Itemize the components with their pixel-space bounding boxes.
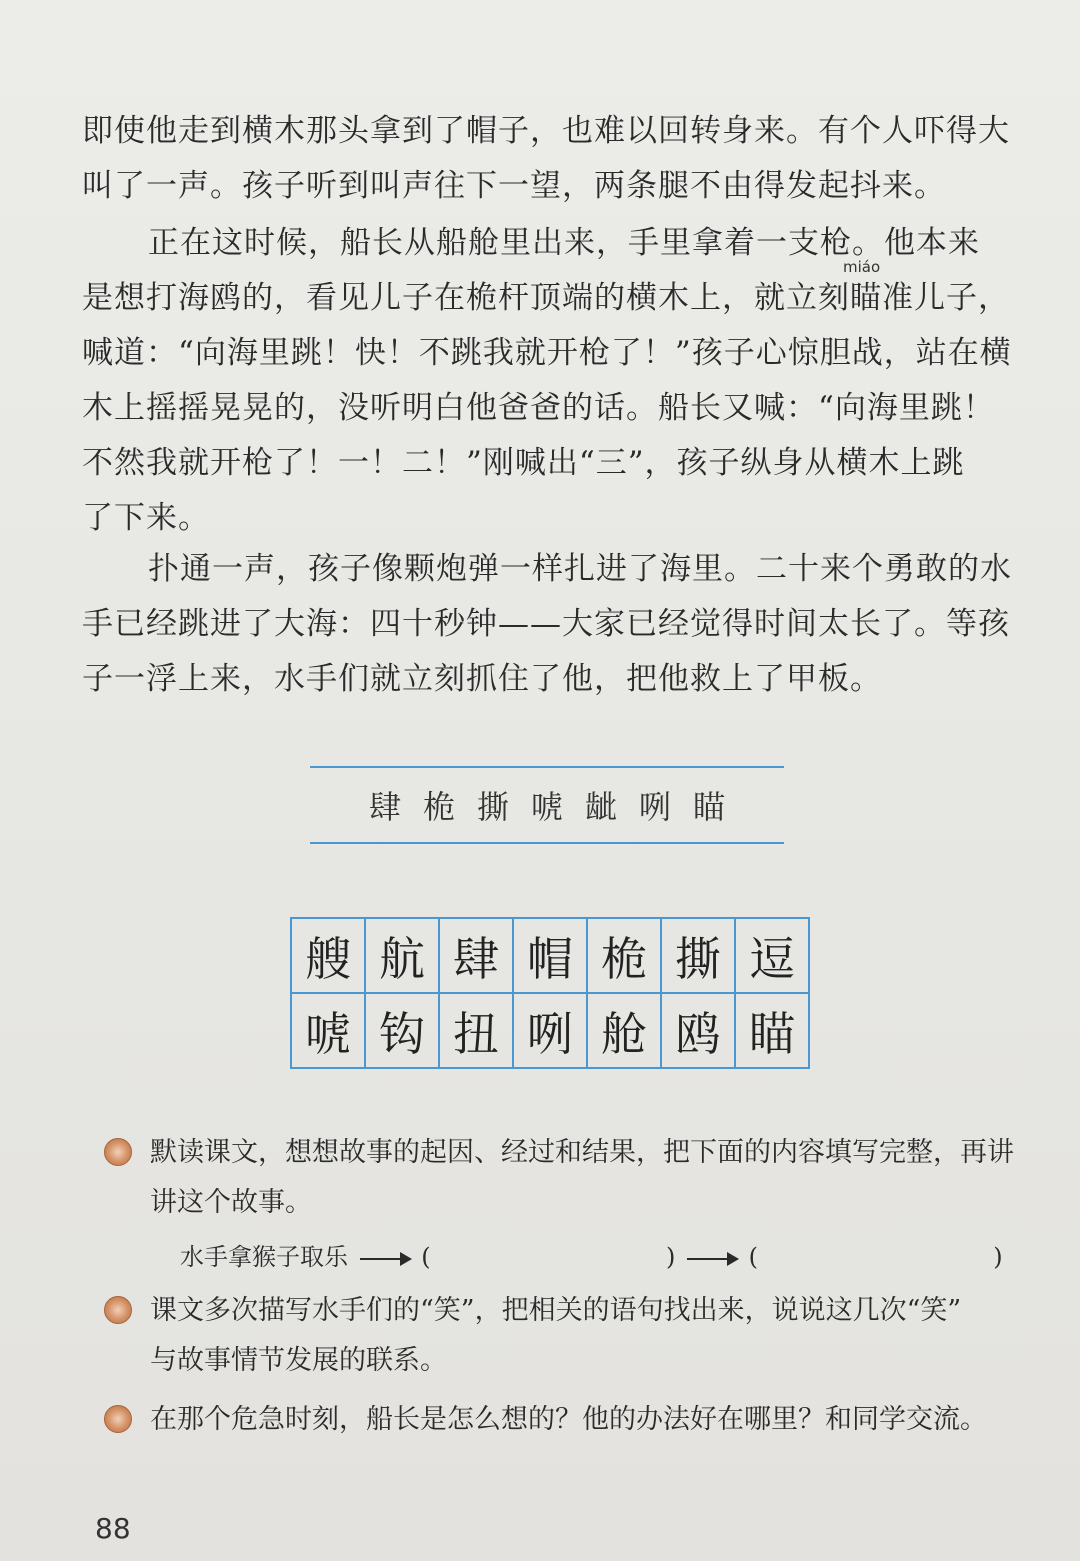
grid-cell: 帽 <box>513 918 587 993</box>
grid-cell: 逗 <box>735 918 809 993</box>
story-flow-fill <box>180 1237 1003 1272</box>
pinyin-annotation: miáo <box>843 258 881 276</box>
grid-cell: 桅 <box>587 918 661 993</box>
text-line: 扑通一声，孩子像颗炮弹一样扎进了海里。二十来个勇敢的水 <box>148 551 1012 587</box>
text-line: 叫了一声。孩子听到叫声往下一望，两条腿不由得发起抖来。 <box>82 168 946 204</box>
question-bullet-icon <box>104 1138 132 1166</box>
recognize-char: 瞄 <box>693 788 726 826</box>
grid-row <box>291 993 809 1068</box>
blank-open: ( <box>748 1243 758 1271</box>
text-line: 喊道：“向海里跳！快！不跳我就开枪了！”孩子心惊胆战，站在横 <box>82 335 1012 371</box>
recognize-char: 撕 <box>476 788 509 826</box>
question-bullet-icon <box>104 1405 132 1433</box>
question-line: 讲这个故事。 <box>150 1187 312 1218</box>
question-2 <box>104 1286 1034 1386</box>
recognize-char: 桅 <box>422 788 455 826</box>
text-line: 是想打海鸥的，看见儿子在桅杆顶端的横木上，就立刻瞄准儿子， <box>82 280 1010 316</box>
grid-cell: 钩 <box>365 993 439 1068</box>
question-text <box>150 1286 1034 1386</box>
grid-cell: 唬 <box>291 993 365 1068</box>
grid-cell: 瞄 <box>735 993 809 1068</box>
text-line: 不然我就开枪了！一！二！”刚喊出“三”，孩子纵身从横木上跳 <box>82 445 965 481</box>
grid-cell: 咧 <box>513 993 587 1068</box>
writing-character-grid <box>290 917 810 1069</box>
grid-cell: 肆 <box>439 918 513 993</box>
text-line: 手已经跳进了大海：四十秒钟——大家已经觉得时间太长了。等孩 <box>82 606 1010 642</box>
grid-cell: 扭 <box>439 993 513 1068</box>
text-line: 子一浮上来，水手们就立刻抓住了他，把他救上了甲板。 <box>82 661 882 697</box>
question-line: 默读课文，想想故事的起因、经过和结果，把下面的内容填写完整，再讲 <box>150 1137 1014 1168</box>
grid-row <box>291 918 809 993</box>
grid-cell: 航 <box>365 918 439 993</box>
blank-close: ) <box>665 1243 676 1271</box>
paragraph-1 <box>82 104 1010 214</box>
question-bullet-icon <box>104 1296 132 1324</box>
recognize-char: 龇 <box>585 788 618 826</box>
paragraph-3 <box>82 542 1012 707</box>
arrow-right-icon <box>687 1258 737 1260</box>
question-1 <box>104 1128 1034 1228</box>
question-line: 在那个危急时刻，船长是怎么想的？他的办法好在哪里？和同学交流。 <box>150 1404 987 1435</box>
question-3 <box>104 1395 1034 1445</box>
recognize-char: 肆 <box>368 788 401 826</box>
grid-cell: 艘 <box>291 918 365 993</box>
blank-close: ) <box>993 1243 1003 1271</box>
grid-cell: 鸥 <box>661 993 735 1068</box>
text-line: 正在这时候，船长从船舱里出来，手里拿着一支枪。他本来 <box>148 225 980 261</box>
recognize-char: 唬 <box>530 788 563 826</box>
arrow-right-icon <box>360 1258 410 1260</box>
flow-start: 水手拿猴子取乐 <box>180 1243 348 1271</box>
question-line: 与故事情节发展的联系。 <box>150 1345 447 1376</box>
blank-open: ( <box>421 1243 431 1271</box>
question-text <box>150 1128 1034 1228</box>
grid-cell: 舱 <box>587 993 661 1068</box>
page-number: 88 <box>95 1512 131 1545</box>
paragraph-2 <box>82 216 1012 546</box>
grid-cell: 撕 <box>661 918 735 993</box>
question-line: 课文多次描写水手们的“笑”，把相关的语句找出来，说说这几次“笑” <box>150 1295 962 1326</box>
question-text <box>150 1395 1034 1445</box>
text-line: 即使他走到横木那头拿到了帽子，也难以回转身来。有个人吓得大 <box>82 113 1010 149</box>
recognize-char: 咧 <box>639 788 672 826</box>
text-line: 了下来。 <box>82 500 210 536</box>
recognize-characters-box <box>310 766 784 844</box>
text-line: 木上摇摇晃晃的，没听明白他爸爸的话。船长又喊：“向海里跳！ <box>82 390 995 426</box>
